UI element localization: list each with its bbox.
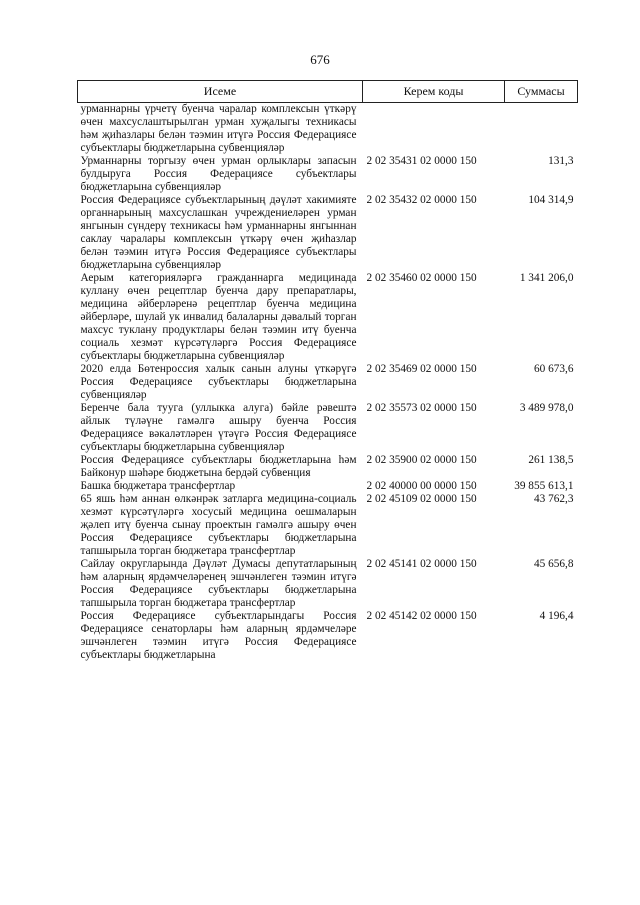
row-sum: 4 196,4 <box>539 610 574 622</box>
row-name: Беренче бала туугa (уллыкка алуга) бәйле рәвештә айлык түләүне гамәлгә ашыру буенча Россия Федерациясе вәкаләтләрен үтәүгә Россия Федерациясе субъектлары бюджетларына субвенцияләр <box>80 402 357 453</box>
row-sum: 45 656,8 <box>533 558 574 570</box>
table-header-row <box>78 81 578 103</box>
table-row <box>78 103 578 156</box>
row-name: Сайлау округларында Дәүләт Думасы депутатларының һәм аларның ярдәмчеләренең эшчәнлеген тәэмин итүгә Россия Федерациясе субъектлары бюджетларына тапшырыла торган бюджетара трансфертлар <box>80 558 357 609</box>
row-name: урманнарны үрчетү буенча чаралар комплексын үткәрү өчен махсуслаштырылган урман хуҗалыгы техникасы һәм җиһазлары белән тәэмин итүгә Россия Федерациясе субъектлары бюджетларына субвенцияләр <box>80 103 357 154</box>
row-name: Башка бюджетара трансфертлар <box>80 480 236 492</box>
row-name: Россия Федерациясе субъектларындагы Россия Федерациясе сенаторлары һәм аларның ярдәмчеләре эшчәнлеген тәэмин итүгә Россия Федерациясе субъектлары бюджетларына <box>80 610 357 661</box>
row-sum: 39 855 613,1 <box>514 480 574 492</box>
row-code: 2 02 45109 02 0000 150 <box>366 493 477 505</box>
table-row <box>78 194 578 272</box>
row-sum: 261 138,5 <box>528 454 574 466</box>
row-name: Аерым категорияләргә гражданнарга медицинада кулланy өчен рецептлар буенча дару препаратлары, медицина әйберләренә рецептлар буенча медицина әйберләре, шулай ук инвалид балаларны дәвалый торган махсус туклану продуктлары белән тәэмин итү буенча социаль хезмәт күрсәтүләргә Россия Федерациясе субъектлары бюджетларына субвенцияләр <box>80 272 357 362</box>
row-code: 2 02 45141 02 0000 150 <box>366 558 477 570</box>
row-name: 65 яшь һәм аннан өлкәнрәк затларга медицина-социаль хезмәт күрсәтүләргә хосусый медицина оешмаларын җәлеп итү буенча сынау проектын гамәлгә ашыру өчен Россия Федерациясе субъектлары бюджетларына тапшырыла торган бюджетара трансфертлар <box>80 493 357 557</box>
row-code: 2 02 40000 00 0000 150 <box>366 480 477 492</box>
table-row <box>78 480 578 493</box>
table-row <box>78 402 578 454</box>
row-sum: 104 314,9 <box>528 194 574 206</box>
page-number: 676 <box>310 52 330 67</box>
row-sum: 43 762,3 <box>533 493 574 505</box>
table-row <box>78 454 578 480</box>
table-row <box>78 272 578 363</box>
row-sum: 60 673,6 <box>533 363 574 375</box>
row-name: 2020 елда Бөтенроссия халык санын алуны үткәрүгә Россия Федерациясе субъектлары бюджетларына субвенцияләр <box>80 363 357 401</box>
row-code: 2 02 35431 02 0000 150 <box>366 155 477 167</box>
row-code: 2 02 35469 02 0000 150 <box>366 363 477 375</box>
row-code: 2 02 35460 02 0000 150 <box>366 272 477 284</box>
row-sum: 3 489 978,0 <box>519 402 574 414</box>
budget-table <box>77 80 578 662</box>
header-name: Исеме <box>78 81 363 103</box>
table-row <box>78 363 578 402</box>
table-row <box>78 155 578 194</box>
row-code: 2 02 35432 02 0000 150 <box>366 194 477 206</box>
header-code: Керем коды <box>363 81 505 103</box>
header-sum: Суммасы <box>505 81 578 103</box>
row-code: 2 02 35900 02 0000 150 <box>366 454 477 466</box>
table-row <box>78 493 578 558</box>
row-name: Урманнарны торгызу өчен урман орлыклары запасын булдыруга Россия Федерациясе субъектлары бюджетларына субвенцияләр <box>80 155 357 193</box>
row-code: 2 02 45142 02 0000 150 <box>366 610 477 622</box>
table-row <box>78 558 578 610</box>
table-row <box>78 610 578 662</box>
row-sum: 1 341 206,0 <box>519 272 574 284</box>
row-name: Россия Федерациясе субъектларының дәүләт хакимияте органнарының махсуслашкан учреждениеләрен урман янгынын сүндерү техникасы һәм урманнарны янгыннан саклау чаралары комплексын үткәрү өчен җиһазлар белән тәэмин итүгә Россия Федерациясе субъектлары бюджетларына субвенцияләр <box>80 194 357 271</box>
row-code: 2 02 35573 02 0000 150 <box>366 402 477 414</box>
row-sum: 131,3 <box>548 155 574 167</box>
row-code <box>363 103 505 156</box>
row-name: Россия Федерациясе субъектлары бюджетларына һәм Байконур шәһәре бюджетына бердәй субвенция <box>80 454 357 479</box>
row-sum <box>505 103 578 156</box>
